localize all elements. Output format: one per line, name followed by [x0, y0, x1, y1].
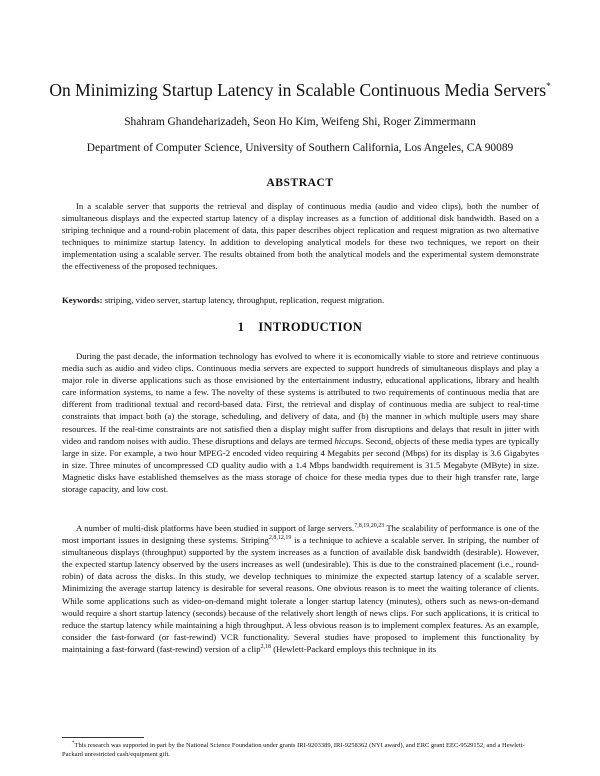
footnote-mark: *: [72, 740, 75, 746]
citation-ref: 2,18: [260, 644, 272, 651]
section-heading: [20, 320, 580, 335]
intro-p1-text-b: . Second, objects of these media types are typically large in size. For example, a two hour MPEG-2 encoded video requiring 4 Megabits per second (Mbps) for its display is 3.6 Gigabytes in size. Three minutes of uncompressed CD quality audio with a 1.4 Mbps bandwidth requirement is 31.5 Megabyte (MByte) in size. Magnetic disks have established themselves as the mass storage of choice for these media types due to their high transfer rate, large storage capacity, and low cost.: [62, 435, 539, 495]
intro-paragraph-1: [62, 350, 539, 495]
abstract-heading: ABSTRACT: [266, 176, 334, 189]
intro-p2-text-a: A number of multi-disk platforms have been studied in support of large servers.: [76, 523, 355, 533]
intro-p2-text-d: (Hewlett-Packard employs this technique in its: [271, 643, 437, 654]
abstract-text: In a scalable server that supports the retrieval and display of continuous media (audio and video clips), both the number of simultaneous displays and the expected startup latency of a display increases as a function of additional disk bandwidth. Based on a striping technique and a round-robin placement of data, this paper describes object replication and request migration as two alternative techniques to minimize startup latency. In addition to developing analytical models for these two techniques, we report on their implementation using a scalable server. The results obtained from both the analytical models and the experimental system demonstrate the effectiveness of the proposed techniques.: [62, 201, 539, 272]
intro-p2-text-c: is a technique to achieve a scalable server. In striping, the number of simultaneous displays (throughput) supported by the system increases as a function of available disk bandwidth (desirable). However, the expected startup latency observed by the users increases as well (undesirable). This is due to the constrained placement (i.e., round-robin) of data across the disks. In this study, we develop techniques to minimize the expected startup latency of a scalable server. Minimizing the average startup latency is desirable for several reasons. One obvious reason is to meet the waiting tolerance of clients. While some applications such as video-on-demand might tolerate a longer startup latency (minutes), others such as news-on-demand would require a short startup latency (seconds) because of the relatively short length of news clips. For such applications, it is critical to reduce the startup latency while maintaining a high throughput. A less obvious reason is to implement complex features. As an example, consider the fast-forward (or fast-rewind) VCR functionality. Several studies have proposed to implement this functionality by maintaining a fast-forward (fast-rewind) version of a clip: [62, 535, 539, 654]
keywords-label: Keywords:: [62, 295, 103, 305]
footnote-rule: [62, 737, 144, 738]
paper-title-text: On Minimizing Startup Latency in Scalable Continuous Media Servers: [49, 80, 547, 100]
section-number: 1: [237, 320, 245, 334]
affiliation: Department of Computer Science, University of Southern California, Los Angeles, CA 90089: [86, 142, 514, 154]
intro-paragraph-2: [62, 522, 539, 655]
intro-p2-text-b: The scalability of performance is one of the most important issues in designing these systems. Striping: [62, 523, 540, 546]
intro-p1-text-a: During the past decade, the information technology has evolved to where it is economically viable to store and retrieve continuous media such as audio and video clips. Continuous media servers are expected to support hundreds of simultaneous displays and play a major role in diverse applications such as those envisioned by the entertainment industry, educational applications, library and health care information systems, to name a few. The novelty of these systems is attributed to two requirements of continuous media that are different from traditional textual and record-based data. First, the retrieval and display of continuous media are subject to real-time constraints that impact both (a) the storage, scheduling, and delivery of data, and (b) the manner in which multiple users may share resources. If the real-time constraints are not satisfied then a display might suffer from disruptions and delays that result in jitter with video and random noises with audio. These disruptions and delays are termed: [62, 351, 539, 446]
author-list: Shahram Ghandeharizadeh, Seon Ho Kim, Weifeng Shi, Roger Zimmermann: [124, 116, 476, 128]
keywords-text: striping, video server, startup latency, throughput, replication, request migration.: [104, 295, 385, 305]
paper-title: [20, 80, 580, 101]
intro-p1-emphasis: hiccups: [334, 435, 361, 446]
section-title: INTRODUCTION: [258, 320, 363, 334]
title-footnote-mark: *: [546, 81, 551, 92]
citation-ref: 2,8,12,19: [268, 535, 292, 542]
citation-ref: 7,8,19,20,23: [354, 523, 385, 530]
footnote: [62, 741, 532, 759]
keywords: [62, 294, 539, 306]
footnote-text: This research was supported in part by the National Science Foundation under grants IRI-9203389, IRI-9258362 (NYI award), and ERC grant EEC-9529152, and a Hewlett-Packard unrestricted cash/equipment gift.: [62, 742, 525, 758]
